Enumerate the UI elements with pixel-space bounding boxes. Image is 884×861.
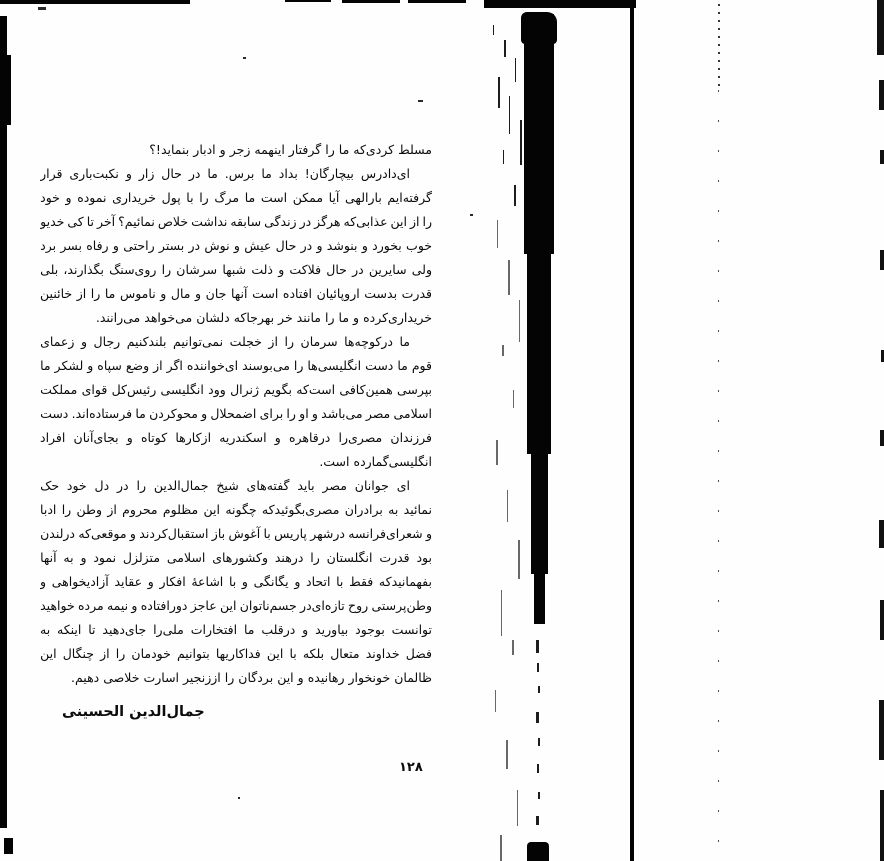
left-edge-binding-strip: [6, 55, 11, 125]
text-line: بود قدرت انگلستان را درهند وکشورهای اسلامی متزلزل نمود و به آنها: [40, 550, 432, 565]
gutter-streak: [518, 540, 520, 579]
text-line: خوب بخورد و بنوشد و در حال عیش و نوش در بستر راحتی و رفاه بسر برد: [40, 238, 432, 253]
gutter-streak: [514, 185, 516, 206]
text-line: فضل خداوند متعال بلکه با این فداکاریها بتوانیم خودمان را از چنگال این: [40, 646, 432, 661]
top-edge-dash: [285, 0, 331, 2]
fold-dotted-line: [718, 90, 719, 861]
left-edge-binding-strip: [0, 16, 7, 828]
scan-speck: [418, 100, 423, 102]
scan-speck: [243, 57, 246, 59]
gutter-streak: [506, 740, 508, 769]
right-edge-marks: [876, 0, 884, 861]
binding-gutter-shadow: [527, 842, 549, 861]
text-line: گرفته‌ایم بارالهی آیا ممکن است ما مرگ را با پول خریداری نموده و خود: [40, 190, 432, 205]
fold-dotted-line: [718, 4, 720, 90]
gutter-dot: [538, 738, 540, 746]
page-text-block: [40, 138, 432, 690]
left-edge-binding-strip: [4, 838, 13, 854]
text-line: اسلامی مصر می‌باشد و او را برای اضمحلال و محوکردن ما فرستاده‌اند. دست: [40, 406, 432, 421]
text-line: توانست بوجود بیاورید و درقلب ما افتخارات ملی‌را جای‌دهید تا اینکه به: [40, 622, 432, 637]
top-left-edge-mark: [0, 0, 190, 4]
top-edge-dash: [342, 0, 400, 3]
binding-gutter-shadow: [531, 454, 548, 574]
gutter-streak: [502, 345, 504, 356]
gutter-streak: [504, 40, 506, 57]
binding-gutter-streaks: [493, 0, 524, 861]
text-line: قوم ما دست انگلیسی‌ها را می‌بوسند ای‌خواننده اگر از وضع سپاه و لشکر ما: [40, 358, 432, 373]
text-line: قدرت بدست اروپائیان افتاده است آنها جان و مال و ناموس ما را از خائنین: [40, 286, 432, 301]
gutter-streak: [497, 220, 498, 248]
text-line: بفهمانیدکه فقط با اتحاد و یگانگی و با اشاعهٔ افکار و عقاید آزادیخواهی و: [40, 574, 432, 589]
gutter-dot: [536, 816, 539, 825]
right-edge-mark: [879, 80, 884, 110]
text-line: را از این عذابی‌که هرگز در زندگی سابقه نداشت خلاص نمائیم؟ آخر تا کی خدیو: [40, 214, 432, 229]
page-edge-line: [630, 0, 634, 861]
gutter-streak: [512, 640, 514, 655]
right-edge-mark: [880, 150, 884, 164]
gutter-dot: [537, 764, 539, 773]
gutter-streak: [501, 590, 502, 636]
text-line: انگلیسی‌گمارده است.: [319, 454, 432, 469]
gutter-streak: [500, 835, 502, 861]
scan-speck: [38, 7, 46, 10]
binding-gutter-shadow: [527, 254, 551, 454]
right-edge-mark: [879, 700, 884, 760]
gutter-dot: [538, 792, 540, 799]
scan-speck: [470, 214, 473, 216]
text-line: خریداری‌کرده و ما را مانند خر بهرجاکه دلشان می‌خواهد می‌رانند.: [95, 310, 432, 325]
gutter-streak: [513, 390, 514, 408]
gutter-streak: [493, 25, 494, 35]
text-line: نمائید به برادران مصری‌بگوئیدکه چگونه این مظلوم محروم از وطن را ادبا: [40, 502, 432, 517]
gutter-streak: [496, 440, 498, 465]
text-line: و شعرای‌فرانسه درشهر پاریس با آغوش باز استقبال‌کردند و موقعی‌که درلندن: [40, 526, 432, 541]
text-line: ظالمان خونخوار رهانیده و این بردگان را اززنجیر اسارت خلاصی دهیم.: [71, 670, 432, 685]
right-edge-mark: [880, 430, 884, 446]
binding-gutter-shadow: [524, 14, 554, 254]
top-edge-dash: [408, 0, 466, 3]
text-line: بپرسی همین‌کافی است‌که بگویم ژنرال وود انگلیسی رئیس‌کل قوای مملکت: [40, 382, 432, 397]
gutter-streak: [509, 96, 510, 134]
gutter-dot: [536, 640, 539, 653]
binding-gutter-shadow: [534, 574, 545, 624]
text-line: مسلط کردی‌که ما را گرفتار اینهمه زجر و ادبار بنماید!؟: [149, 142, 432, 157]
gutter-dot: [536, 712, 539, 723]
gutter-streak: [517, 790, 518, 826]
text-line: فرزندان مصری‌را درقاهره و اسکندریه ازکارها کوتاه و بجای‌آنان افراد: [40, 430, 432, 445]
text-line: ای‌دادرس بیچارگان! بداد ما برس. ما در حال زار و نکبت‌باری قرار: [40, 166, 410, 181]
gutter-dot: [538, 686, 540, 693]
text-line: ای جوانان مصر باید گفته‌های شیخ جمال‌الدین را در دل خود حک: [40, 478, 410, 493]
text-line: ما درکوچه‌ها سرمان را از خجلت نمی‌توانیم بلندکنیم رجال و زعمای: [40, 334, 410, 349]
scan-speck: [238, 797, 240, 799]
text-line: وطن‌پرستی روح تازه‌ای‌در جسم‌ناتوان این عاجز دورافتاده و نیمه مرده خواهید: [40, 598, 432, 613]
author-signature: جمال‌الدین الحسینی: [62, 704, 205, 720]
gutter-streak: [495, 690, 496, 712]
gutter-streak: [515, 58, 516, 82]
gutter-streak: [508, 260, 510, 295]
right-edge-mark: [880, 250, 884, 270]
text-line: ولی سایرین در حال فلاکت و ذلت شبها سرشان را روی‌سنگ بگذارند، بلی: [40, 262, 432, 277]
right-edge-mark: [877, 0, 884, 55]
right-edge-mark: [879, 520, 884, 548]
right-edge-mark: [880, 600, 884, 640]
gutter-dot: [537, 663, 539, 672]
gutter-streak: [519, 300, 520, 342]
gutter-streak: [503, 150, 504, 164]
page-number: ۱۲۸: [399, 760, 423, 775]
gutter-streak: [507, 490, 508, 522]
gutter-streak: [520, 120, 522, 165]
right-edge-mark: [880, 790, 884, 861]
gutter-streak: [498, 77, 500, 108]
